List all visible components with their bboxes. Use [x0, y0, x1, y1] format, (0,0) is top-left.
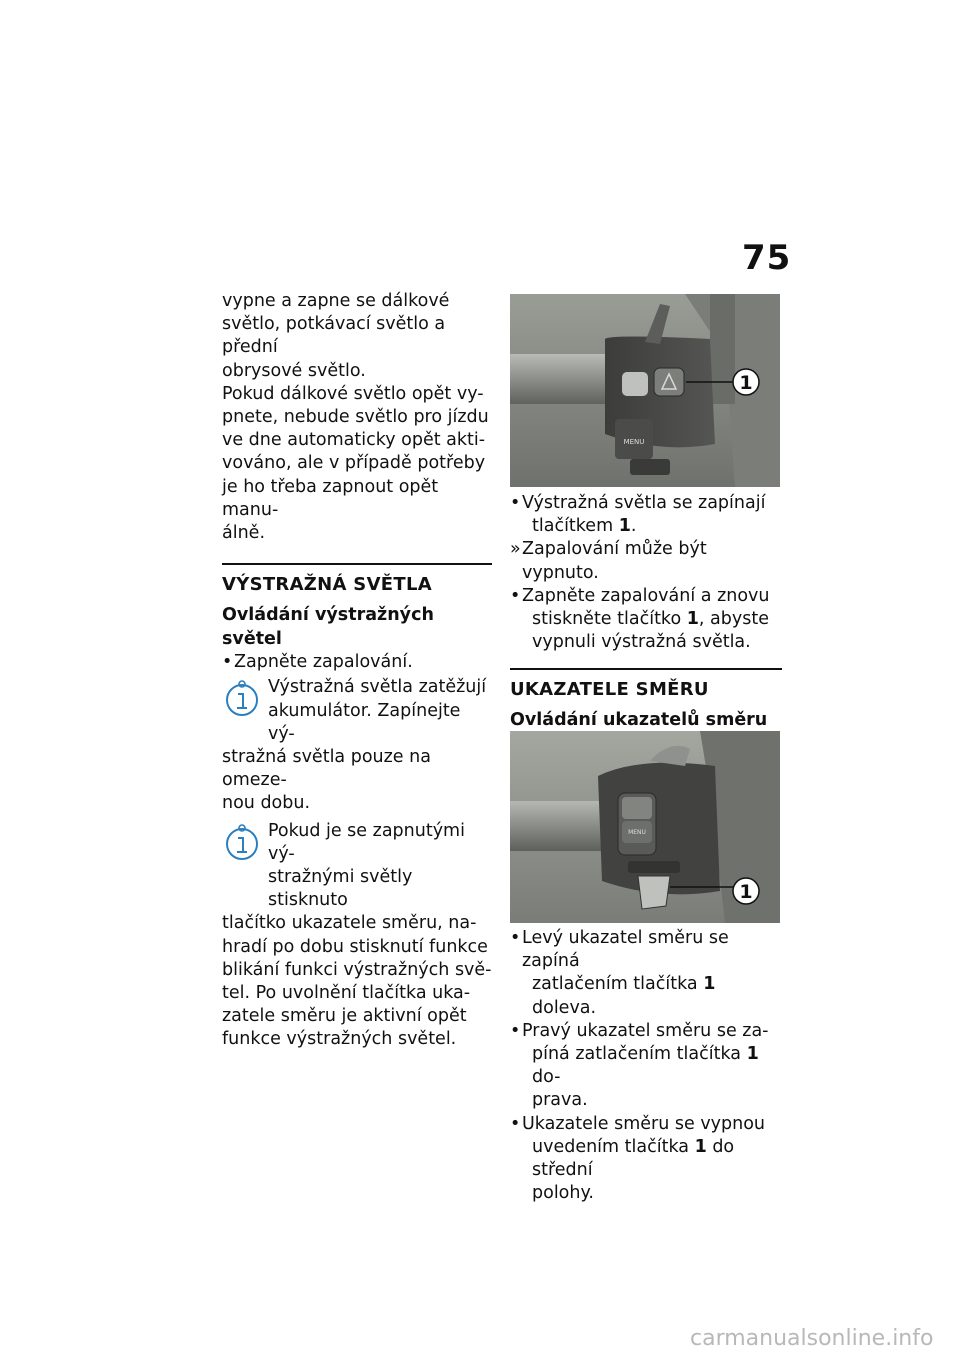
- bullet-item: • Pravý ukazatel směru se za- píná zatlačením tlačítka 1 do- prava.: [510, 1020, 769, 1111]
- left-column: [222, 290, 492, 1052]
- page-number: 75: [742, 238, 792, 278]
- bullet-item: • Výstražná světla se zapínají tlačítkem 1.: [510, 493, 766, 537]
- right-column-upper: [510, 492, 782, 756]
- subsection-title-turn: Ovládání ukazatelů směru: [510, 710, 768, 731]
- para-line: álně.: [222, 523, 266, 544]
- section-title-turn: UKAZATELE SMĚRU: [510, 679, 709, 701]
- info-icon: [224, 822, 260, 866]
- para-line: ve dne automaticky opět akti-: [222, 430, 486, 451]
- hazard-switch-photo: [510, 294, 780, 487]
- para-line: je ho třeba zapnout opět manu-: [222, 476, 439, 520]
- menu-label: MENU: [623, 438, 645, 446]
- right-column-lower: [510, 927, 782, 1205]
- info-note: Pokud je se zapnutými vý- stražnými světly stisknuto tlačítko ukazatele směru, na- hradí po dobu stisknutí funkce blikání funkci výstražných svě- tel. Po uvolnění tlačítka uka- zatele směru je aktivní opět funkce výstražných světel.: [222, 820, 492, 1050]
- info-note: Výstražná světla zatěžují akumulátor. Zapínejte vý- stražná světla pouze na omeze- nou dobu.: [222, 677, 487, 814]
- turn-signal-switch-photo: [510, 731, 780, 923]
- intro-line: vypne a zapne se dálkové: [222, 291, 450, 311]
- result-item: » Zapalování může být vypnuto.: [510, 539, 707, 583]
- bullet-item: • Zapněte zapalování.: [222, 651, 492, 674]
- intro-line: obrysové světlo.: [222, 360, 366, 381]
- menu-label: MENU: [628, 829, 646, 836]
- bullet-item: • Levý ukazatel směru se zapíná zatlačením tlačítka 1 doleva.: [510, 928, 729, 1018]
- bullet-marker: •: [222, 652, 233, 673]
- section-title-hazard: VÝSTRAŽNÁ SVĚTLA: [222, 574, 432, 596]
- info-icon: [224, 678, 260, 722]
- bullet-item: • Zapněte zapalování a znovu stiskněte tlačítko 1, abyste vypnuli výstražná světla.: [510, 585, 770, 653]
- callout-1: 1: [739, 372, 753, 394]
- subsection-title-hazard: Ovládání výstražných světel: [222, 605, 434, 650]
- watermark: carmanualsonline.info: [690, 1326, 934, 1351]
- callout-1: 1: [739, 881, 753, 903]
- bullet-item: • Ukazatele směru se vypnou uvedením tlačítka 1 do střední polohy.: [510, 1113, 766, 1204]
- para-line: Pokud dálkové světlo opět vy-: [222, 383, 484, 404]
- para-line: pnete, nebude světlo pro jízdu: [222, 407, 489, 428]
- intro-line: světlo, potkávací světlo a přední: [222, 314, 446, 358]
- para-line: vováno, ale v případě potřeby: [222, 453, 486, 474]
